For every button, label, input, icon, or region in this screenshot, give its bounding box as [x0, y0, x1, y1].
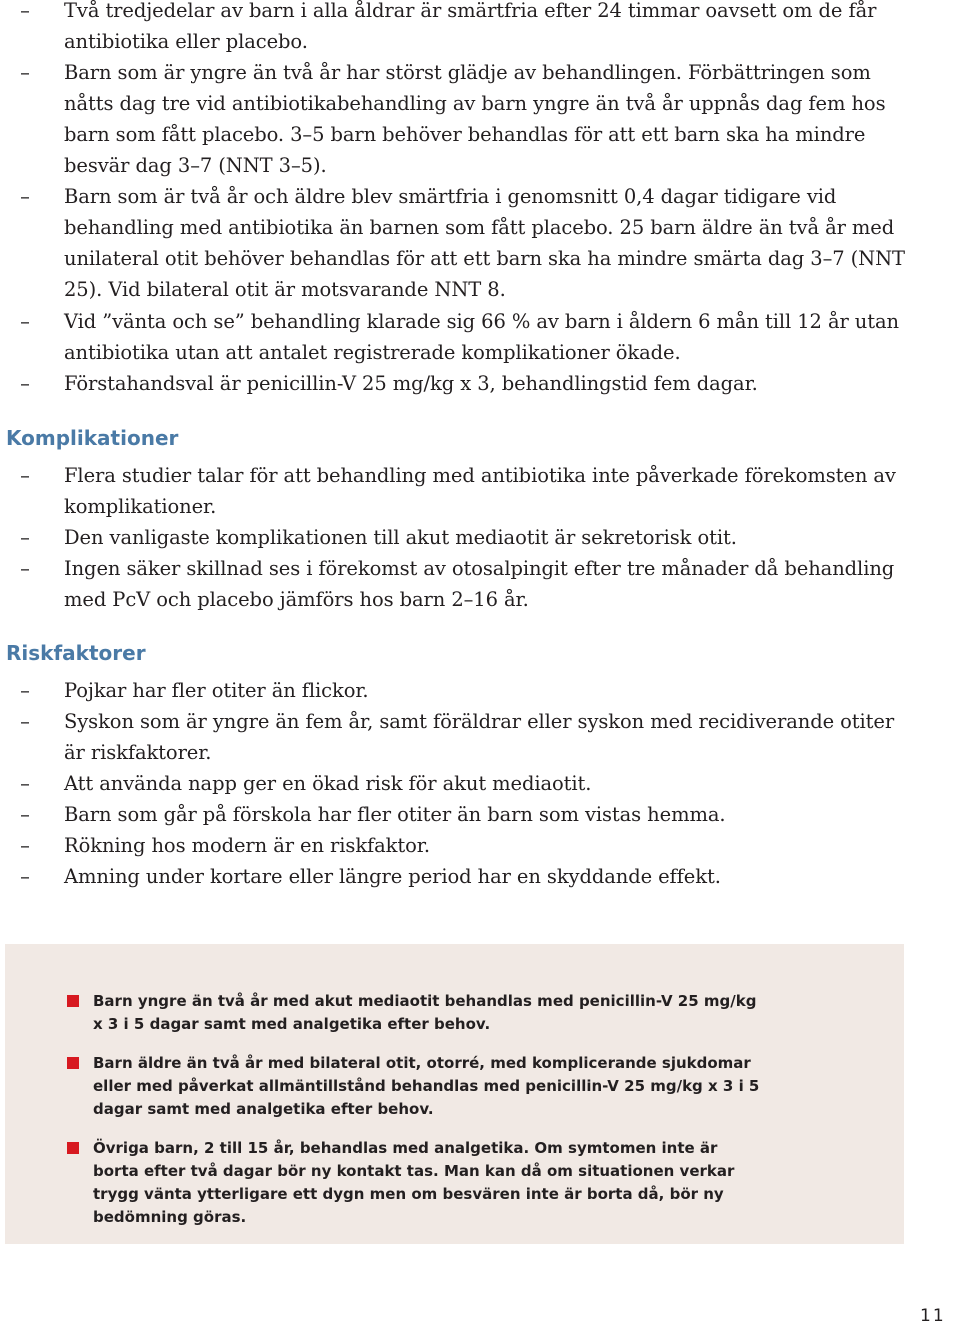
- section-heading-riskfaktorer: Riskfaktorer: [6, 641, 146, 665]
- list-item-text: Den vanligaste komplikationen till akut mediaotit är sekretorisk otit.: [64, 526, 737, 549]
- list-item: [0, 522, 910, 553]
- recommendation-box: [5, 944, 904, 1244]
- bullet-dash: –: [20, 772, 30, 795]
- list-item: [0, 830, 910, 861]
- list-item: [0, 675, 910, 706]
- list-item: [0, 57, 910, 181]
- list-item-text: Barn som går på förskola har fler otiter än barn som vistas hemma.: [64, 803, 726, 826]
- bullet-dash: –: [20, 526, 30, 549]
- list-item-text: Rökning hos modern är en riskfaktor.: [64, 834, 430, 857]
- list-item-text: Att använda napp ger en ökad risk för akut mediaotit.: [64, 772, 592, 795]
- list-item: [0, 768, 910, 799]
- bullet-dash: –: [20, 185, 30, 208]
- list-item-text: Två tredjedelar av barn i alla åldrar är smärtfria efter 24 timmar oavsett om de får antibiotika eller placebo.: [64, 0, 877, 53]
- list-item-text: Ingen säker skillnad ses i förekomst av otosalpingit efter tre månader då behandling med PcV och placebo jämförs hos barn 2–16 år.: [64, 557, 895, 611]
- recommendation-item: [5, 990, 765, 1036]
- list-item: [0, 0, 910, 57]
- list-item: [0, 861, 910, 892]
- bullet-square-icon: [67, 995, 79, 1007]
- list-item: [0, 306, 910, 368]
- page-number: 11: [920, 1306, 946, 1326]
- bullet-dash: –: [20, 557, 30, 580]
- list-item: [0, 368, 910, 399]
- list-item: [0, 799, 910, 830]
- list-item-text: Syskon som är yngre än fem år, samt föräldrar eller syskon med recidiverande otiter är riskfaktorer.: [64, 710, 895, 764]
- bullet-dash: –: [20, 464, 30, 487]
- list-item: [0, 553, 910, 615]
- bullet-square-icon: [67, 1057, 79, 1069]
- recommendation-item: [5, 1052, 765, 1121]
- list-item-text: Barn som är yngre än två år har störst glädje av behandlingen. Förbättringen som nåtts dag tre vid antibiotikabehandling av barn yngre än två år uppnås dag fem hos barn som fått placebo. 3–5 barn behöver behandlas för att ett barn ska ha mindre besvär dag 3–7 (NNT 3–5).: [64, 61, 886, 177]
- recommendation-text: Barn yngre än två år med akut mediaotit behandlas med penicillin-V 25 mg/kg x 3 i 5 dagar samt med analgetika efter behov.: [93, 992, 757, 1033]
- section-heading-komplikationer: Komplikationer: [6, 426, 179, 450]
- list-item: [0, 460, 910, 522]
- bullet-dash: –: [20, 710, 30, 733]
- bullet-dash: –: [20, 865, 30, 888]
- list-item: [0, 181, 910, 305]
- recommendation-text: Barn äldre än två år med bilateral otit, otorré, med komplicerande sjukdomar eller med påverkat allmäntillstånd behandlas med penicillin-V 25 mg/kg x 3 i 5 dagar samt med analgetika efter behov.: [93, 1054, 760, 1118]
- list-item-text: Pojkar har fler otiter än flickor.: [64, 679, 369, 702]
- bullet-dash: –: [20, 803, 30, 826]
- bullet-dash: –: [20, 61, 30, 84]
- bullet-dash: –: [20, 0, 30, 22]
- bullet-dash: –: [20, 310, 30, 333]
- bullet-dash: –: [20, 679, 30, 702]
- list-item-text: Vid ”vänta och se” behandling klarade sig 66 % av barn i åldern 6 mån till 12 år utan antibiotika utan att antalet registrerade komplikationer ökade.: [64, 310, 899, 364]
- bullet-dash: –: [20, 834, 30, 857]
- list-item: [0, 706, 910, 768]
- recommendation-item: [5, 1137, 765, 1229]
- list-item-text: Förstahandsval är penicillin-V 25 mg/kg x 3, behandlingstid fem dagar.: [64, 372, 758, 395]
- recommendation-text: Övriga barn, 2 till 15 år, behandlas med analgetika. Om symtomen inte är borta efter två dagar bör ny kontakt tas. Man kan då om situationen verkar trygg vänta ytterligare ett dygn men om besvären inte är borta då, bör ny bedömning göras.: [93, 1139, 735, 1226]
- bullet-dash: –: [20, 372, 30, 395]
- list-item-text: Amning under kortare eller längre period har en skyddande effekt.: [64, 865, 721, 888]
- list-item-text: Barn som är två år och äldre blev smärtfria i genomsnitt 0,4 dagar tidigare vid behandling med antibiotika än barnen som fått placebo. 25 barn äldre än två år med unilateral otit behöver behandlas för att ett barn ska ha mindre smärta dag 3–7 (NNT 25). Vid bilateral otit är motsvarande NNT 8.: [64, 185, 905, 301]
- bullet-square-icon: [67, 1142, 79, 1154]
- list-item-text: Flera studier talar för att behandling med antibiotika inte påverkade förekomsten av komplikationer.: [64, 464, 896, 518]
